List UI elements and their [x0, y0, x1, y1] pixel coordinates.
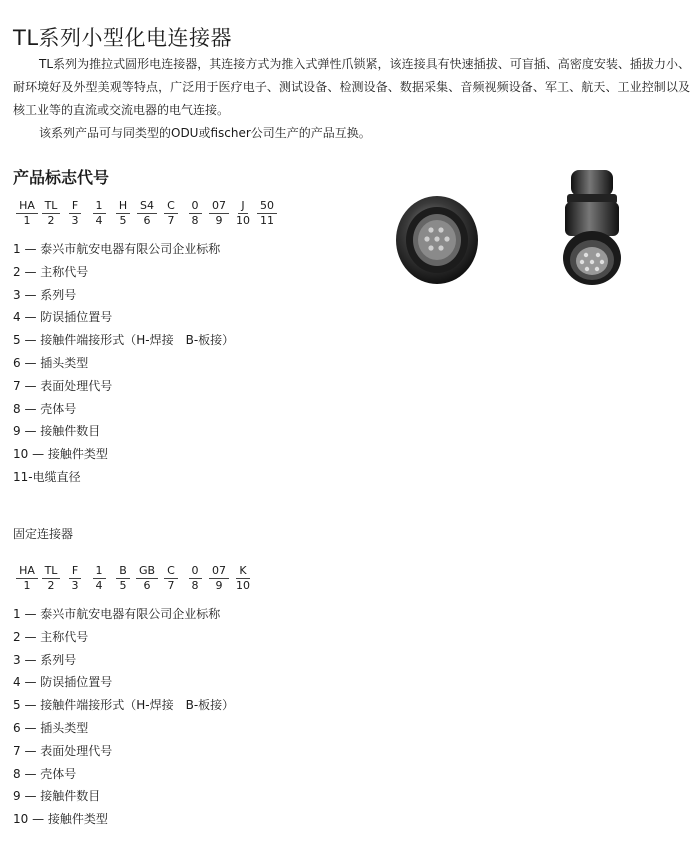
code-index: 9 [215, 214, 223, 227]
intro-paragraph: 该系列产品可与同类型的ODU或fischer公司生产的产品互换。 [39, 126, 371, 140]
code-value: S4 [137, 199, 157, 214]
code-segment [111, 564, 135, 593]
code-index: 4 [95, 214, 103, 227]
code-value: 0 [189, 564, 202, 579]
code-value: F [69, 564, 81, 579]
code-index: 3 [71, 214, 79, 227]
code-value: J [238, 199, 247, 214]
code-segment [183, 199, 207, 228]
code-index: 10 [236, 214, 250, 227]
legend-item: 6 — 插头类型 [13, 720, 89, 735]
legend-list-cable-connector [13, 238, 234, 489]
legend-item: 6 — 插头类型 [13, 355, 89, 370]
legend-item: 8 — 壳体号 [13, 401, 77, 416]
code-value: 50 [257, 199, 277, 214]
code-diagram-cable-connector [15, 199, 279, 228]
code-index: 4 [95, 579, 103, 592]
legend-item: 5 — 接触件端接形式（H-焊接 B-板接） [13, 698, 235, 713]
legend-item: 2 — 主称代号 [13, 264, 89, 279]
code-segment [63, 564, 87, 593]
code-value: B [116, 564, 130, 579]
code-segment [15, 199, 39, 228]
code-value: HA [16, 564, 38, 579]
legend-item: 7 — 表面处理代号 [13, 743, 113, 758]
code-index: 1 [23, 579, 31, 592]
section-heading-product-code: 产品标志代号 [13, 168, 110, 187]
code-segment [207, 564, 231, 593]
code-value: 1 [93, 199, 106, 214]
code-segment [231, 199, 255, 228]
code-segment [159, 564, 183, 593]
code-segment [159, 199, 183, 228]
code-segment [183, 564, 207, 593]
code-index: 8 [191, 579, 199, 592]
section-heading-fixed-connector: 固定连接器 [13, 527, 74, 541]
code-value: TL [42, 199, 61, 214]
legend-item: 10 — 接触件类型 [13, 447, 108, 462]
code-index: 6 [143, 579, 151, 592]
code-value: 07 [209, 564, 229, 579]
legend-list-fixed-connector [13, 603, 234, 831]
code-value: C [164, 564, 178, 579]
code-value: C [164, 199, 178, 214]
code-diagram-fixed-connector [15, 564, 255, 593]
code-value: 07 [209, 199, 229, 214]
code-value: 1 [93, 564, 106, 579]
code-index: 10 [236, 579, 250, 592]
legend-item: 11-电缆直径 [13, 469, 81, 484]
connector-front-photo [393, 188, 481, 288]
code-index: 1 [23, 214, 31, 227]
code-index: 11 [260, 214, 274, 227]
code-segment [87, 564, 111, 593]
code-value: H [116, 199, 130, 214]
intro-paragraph: TL系列为推拉式圆形电连接器，其连接方式为推入式弹性爪锁紧，该连接具有快速插拔、可盲插、高密度安装、插拔力小、耐环境好及外型美观等特点，广泛用于医疗电子、测试设备、检测设备、数据采集、音频视频设备、军工、航天、工业控制以及核工业等的直流或交流电器的电气连接。 [13, 57, 690, 117]
code-value: TL [42, 564, 61, 579]
legend-item: 2 — 主称代号 [13, 629, 89, 644]
legend-item: 9 — 接触件数目 [13, 424, 101, 439]
legend-item: 9 — 接触件数目 [13, 789, 101, 804]
code-segment [135, 564, 159, 593]
code-index: 7 [167, 579, 175, 592]
legend-item: 10 — 接触件类型 [13, 812, 108, 827]
legend-item: 4 — 防误插位置号 [13, 675, 113, 690]
legend-item: 1 — 泰兴市航安电器有限公司企业标称 [13, 607, 221, 621]
legend-item: 3 — 系列号 [13, 652, 77, 667]
code-index: 9 [215, 579, 223, 592]
code-index: 7 [167, 214, 175, 227]
connector-side-photo [557, 168, 627, 288]
code-value: 0 [189, 199, 202, 214]
code-segment [255, 199, 279, 228]
code-value: GB [136, 564, 158, 579]
code-segment [15, 564, 39, 593]
code-segment [231, 564, 255, 593]
legend-item: 3 — 系列号 [13, 287, 77, 302]
code-segment [87, 199, 111, 228]
code-value: F [69, 199, 81, 214]
legend-item: 1 — 泰兴市航安电器有限公司企业标称 [13, 242, 221, 256]
legend-item: 5 — 接触件端接形式（H-焊接 B-板接） [13, 333, 235, 348]
legend-item: 7 — 表面处理代号 [13, 378, 113, 393]
code-segment [207, 199, 231, 228]
code-index: 8 [191, 214, 199, 227]
code-segment [135, 199, 159, 228]
code-index: 6 [143, 214, 151, 227]
code-index: 5 [119, 579, 127, 592]
code-segment [63, 199, 87, 228]
page-title: TL系列小型化电连接器 [13, 26, 233, 51]
intro-text [13, 53, 690, 145]
code-segment [39, 199, 63, 228]
code-index: 3 [71, 579, 79, 592]
code-index: 5 [119, 214, 127, 227]
legend-item: 4 — 防误插位置号 [13, 310, 113, 325]
legend-item: 8 — 壳体号 [13, 766, 77, 781]
code-index: 2 [47, 214, 55, 227]
code-index: 2 [47, 579, 55, 592]
code-segment [111, 199, 135, 228]
code-value: K [236, 564, 249, 579]
code-value: HA [16, 199, 38, 214]
code-segment [39, 564, 63, 593]
